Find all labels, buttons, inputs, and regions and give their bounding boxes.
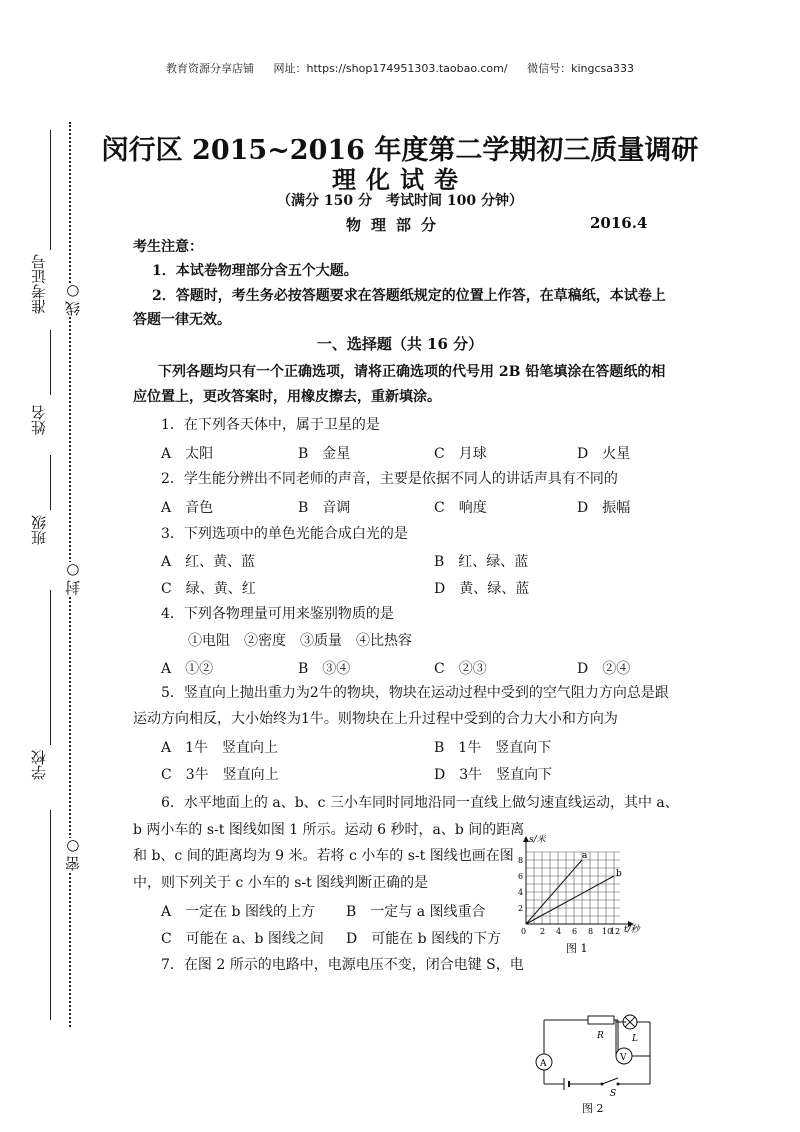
notice-item-1: 1．本试卷物理部分含五个大题。	[152, 263, 358, 279]
graph-grid	[526, 852, 620, 924]
q6-stem-b: b 两小车的 s-t 图线如图 1 所示。运动 6 秒时，a、b 间的距离	[133, 822, 525, 838]
label-l: L	[632, 1034, 638, 1044]
q6-option-b: B 一定与 a 图线重合	[346, 904, 486, 920]
q3-option-a: A 红、黄、蓝	[161, 554, 256, 570]
q4-items: ①电阻 ②密度 ③质量 ④比热容	[188, 633, 412, 649]
page-header	[0, 60, 800, 76]
banji-label: 班级	[30, 515, 48, 545]
label-r: R	[597, 1031, 604, 1041]
q6-stem-c: 和 b、c 间的距离均为 9 米。若将 c 小车的 s-t 图线也画在图	[133, 848, 514, 864]
q1-option-b: B 金星	[298, 446, 351, 462]
xuexiao-underline	[50, 590, 51, 745]
q6-option-a: A 一定在 b 图线的上方	[161, 904, 315, 920]
q2-option-b: B 音调	[298, 500, 351, 516]
q6-stem-d: 中，则下列关于 c 小车的 s-t 图线判断正确的是	[133, 875, 429, 891]
notice-heading: 考生注意：	[133, 239, 203, 255]
q6-option-d: D 可能在 b 图线的下方	[346, 931, 502, 947]
q5-option-c: C 3牛 竖直向上	[161, 767, 279, 783]
line-a-label: a	[582, 851, 588, 861]
resistor-r	[588, 1016, 614, 1024]
q5-option-b: B 1牛 竖直向下	[434, 740, 552, 756]
label-a: A	[540, 1059, 547, 1069]
figure-2-caption: 图 2	[582, 1102, 604, 1115]
banji-underline	[50, 455, 51, 510]
y-tick: 8	[518, 856, 524, 865]
q2-option-c: C 响度	[434, 500, 487, 516]
switch-s	[602, 1078, 618, 1084]
subject-label: 物理部分	[346, 216, 447, 234]
label-s: S	[610, 1089, 617, 1099]
xuexiao-label: 学校	[30, 750, 48, 780]
xian-mark: 线○	[64, 283, 82, 316]
q2-option-a: A 音色	[161, 500, 214, 516]
bottom-underline	[50, 810, 51, 1020]
label-v: V	[620, 1053, 627, 1063]
q4-stem: 4．下列各物理量可用来鉴别物质的是	[161, 606, 394, 622]
line-b-label: b	[616, 869, 622, 879]
kaohao-label: 准考证号	[30, 254, 48, 314]
q5-stem-b: 运动方向相反，大小始终为1牛。则物块在上升过程中受到的合力大小和方向为	[133, 711, 618, 727]
x-tick: 2	[540, 927, 546, 936]
x-tick: 4	[556, 927, 562, 936]
wechat-id: 微信号：kingcsa333	[527, 62, 634, 75]
x-tick: 12	[610, 927, 621, 936]
figure-1-caption: 图 1	[566, 942, 588, 955]
q1-option-d: D 火星	[577, 446, 631, 462]
q4-option-a: A ①②	[161, 661, 214, 677]
q4-option-c: C ②③	[434, 661, 487, 677]
q1-option-c: C 月球	[434, 446, 487, 462]
figure-1-st-graph	[510, 832, 650, 958]
q6-option-c: C 可能在 a、b 图线之间	[161, 931, 324, 947]
feng-mark: 封○	[64, 562, 82, 595]
notice-item-2a: 2．答题时，考生务必按答题要求在答题纸规定的位置上作答，在草稿纸，本试卷上	[152, 288, 666, 304]
q3-stem: 3．下列选项中的单色光能合成白光的是	[161, 526, 408, 542]
y-tick: 2	[518, 904, 524, 913]
exam-date: 2016.4	[590, 214, 648, 232]
q2-option-d: D 振幅	[577, 500, 631, 516]
q7-stem: 7．在图 2 所示的电路中，电源电压不变，闭合电键 S，电	[161, 957, 524, 973]
q3-option-d: D 黄、绿、蓝	[434, 581, 530, 597]
mi-mark: 密○	[64, 838, 82, 871]
section-title: 一、选择题（共 16 分）	[316, 335, 484, 353]
y-axis-label: s/米	[529, 835, 546, 845]
q3-option-b: B 红、绿、蓝	[434, 554, 529, 570]
q5-option-a: A 1牛 竖直向上	[161, 740, 279, 756]
shop-name: 教育资源分享店铺	[166, 62, 254, 75]
figure-2-circuit	[520, 1008, 670, 1120]
xingming-label: 姓名	[30, 405, 48, 435]
exam-title: 闵行区 2015~2016 年度第二学期初三质量调研	[101, 135, 699, 166]
q4-option-d: D ②④	[577, 661, 631, 677]
q6-stem-a: 6．水平地面上的 a、b、c 三小车同时同地沿同一直线上做匀速直线运动，其中 a、	[161, 795, 679, 811]
q5-option-d: D 3牛 竖直向下	[434, 767, 553, 783]
q3-option-c: C 绿、黄、红	[161, 581, 256, 597]
shop-url: 网址：https://shop174951303.taobao.com/	[273, 62, 508, 75]
y-tick: 4	[518, 888, 524, 897]
x-tick: 8	[588, 927, 594, 936]
q1-option-a: A 太阳	[161, 446, 214, 462]
exam-subtitle: 理化试卷	[332, 165, 468, 194]
q5-stem-a: 5．竖直向上抛出重力为2牛的物块，物块在运动过程中受到的空气阻力方向总是跟	[161, 685, 669, 701]
q1-stem: 1．在下列各天体中，属于卫星的是	[161, 417, 380, 433]
x-tick: 0	[521, 927, 527, 936]
q2-stem: 2．学生能分辨出不同老师的声音，主要是依据不同人的讲话声具有不同的	[161, 471, 618, 487]
x-axis-label: t/秒	[624, 925, 640, 935]
x-tick: 10	[602, 927, 613, 936]
notice-item-2b: 答题一律无效。	[133, 312, 231, 328]
x-tick: 6	[572, 927, 578, 936]
section-instruction-a: 下列各题均只有一个正确选项，请将正确选项的代号用 2B 铅笔填涂在答题纸的相	[158, 364, 666, 380]
exam-info: （满分 150 分 考试时间 100 分钟）	[277, 193, 523, 209]
q4-option-b: B ③④	[298, 661, 351, 677]
section-instruction-b: 应位置上，更改答案时，用橡皮擦去，重新填涂。	[133, 389, 441, 405]
y-tick: 6	[518, 872, 524, 881]
